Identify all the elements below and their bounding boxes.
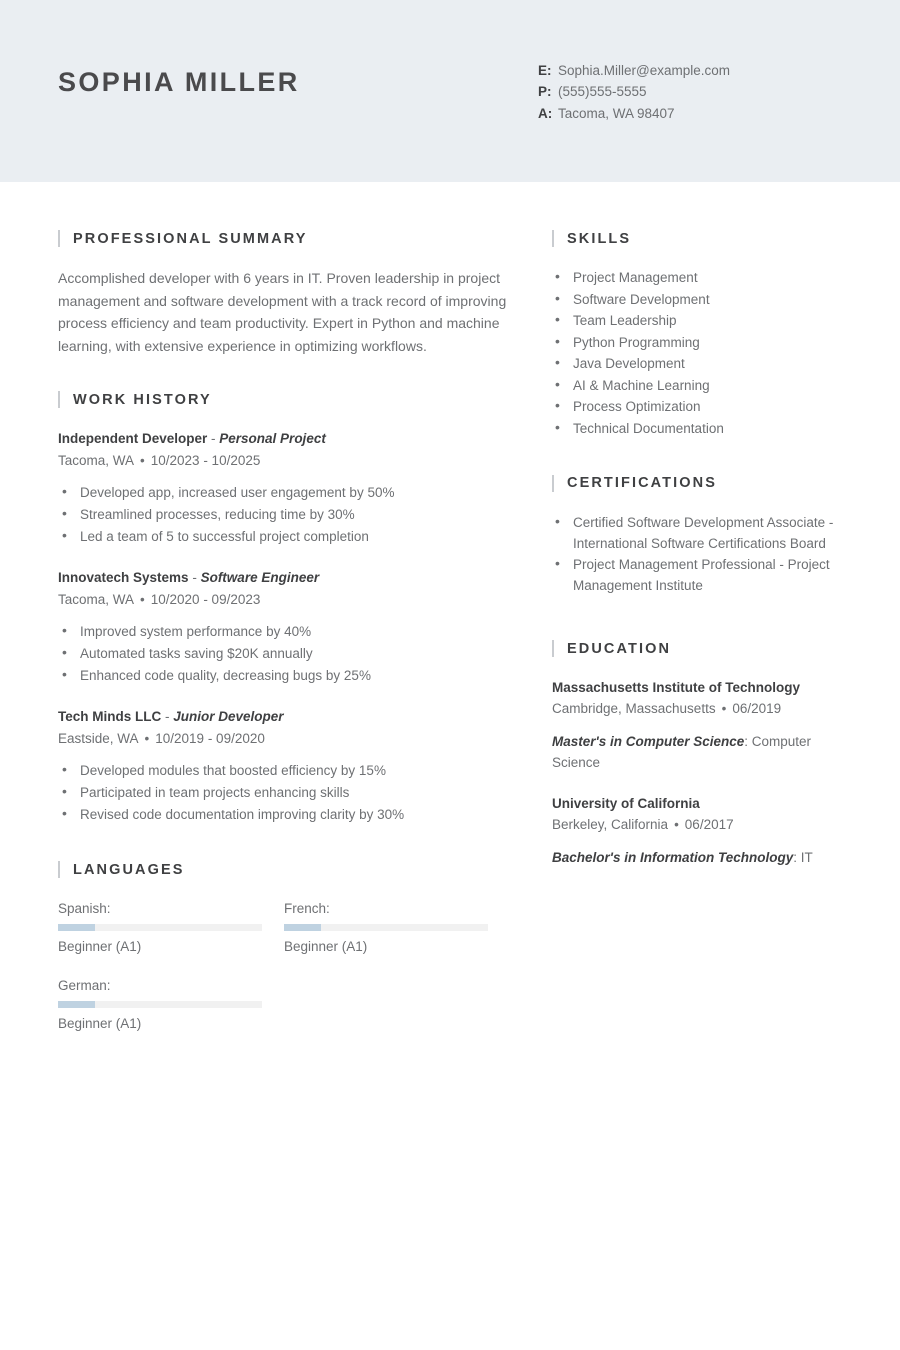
column-divider	[510, 230, 552, 1086]
education-meta	[552, 814, 842, 835]
right-column	[552, 230, 842, 1086]
job-bullet: • Enhanced code quality, decreasing bugs by 25%	[58, 665, 510, 686]
job-dates: 10/2020 - 09/2023	[150, 592, 261, 607]
work-history-list	[58, 428, 510, 825]
work-history-entry	[58, 428, 510, 547]
skill-item: • Project Management	[552, 267, 842, 288]
email-label: E:	[538, 62, 552, 78]
contact-row-phone	[538, 82, 842, 103]
bullet-separator-icon: •	[140, 592, 145, 607]
language-item	[58, 975, 284, 1034]
job-dates: 10/2023 - 10/2025	[150, 453, 261, 468]
language-name: French:	[284, 901, 330, 916]
bullet-separator-icon: •	[144, 731, 150, 746]
job-bullet: • Participated in team projects enhancing skills	[58, 782, 510, 803]
job-bullet: • Developed modules that boosted efficiency by 15%	[58, 760, 510, 781]
bullet-separator-icon: •	[721, 701, 727, 716]
accent-bar-icon	[552, 640, 554, 657]
section-heading	[552, 475, 842, 492]
job-company: Independent Developer	[58, 431, 208, 446]
section-title-skills: SKILLS	[567, 230, 632, 247]
section-title-education: EDUCATION	[567, 640, 672, 657]
section-title-certifications: CERTIFICATIONS	[567, 475, 717, 491]
section-education	[552, 640, 842, 868]
name-block	[58, 57, 538, 98]
job-bullet-list	[58, 621, 510, 686]
bullet-separator-icon: •	[674, 817, 679, 832]
language-level: Beginner (A1)	[58, 939, 142, 954]
job-bullet: • Led a team of 5 to successful project completion	[58, 526, 510, 547]
summary-text: Accomplished developer with 6 years in IT. Proven leadership in project management and software development with a track record of improving process efficiency and team productivity. Expert in Python and machine learning, with extensive experience in optimizing workflows.	[58, 270, 507, 354]
education-date: 06/2019	[732, 701, 782, 716]
job-company: Innovatech Systems	[58, 570, 189, 585]
education-degree-detail: : Computer Science	[552, 734, 812, 770]
language-proficiency-fill	[58, 1001, 95, 1008]
contact-row-address	[538, 104, 842, 125]
job-role: Junior Developer	[173, 709, 284, 724]
education-degree: Bachelor's in Information Technology	[552, 850, 794, 865]
section-heading	[552, 230, 842, 247]
certification-item: • Certified Software Development Associate - International Software Certifications Board	[552, 512, 842, 554]
language-proficiency-bar	[284, 924, 488, 931]
job-bullet: • Streamlined processes, reducing time by 30%	[58, 504, 510, 525]
section-title-work-history: WORK HISTORY	[73, 391, 212, 408]
certifications-list	[552, 512, 842, 597]
job-location: Eastside, WA	[58, 731, 139, 746]
education-location: Cambridge, Massachusetts	[552, 701, 716, 716]
phone-label: P:	[538, 84, 552, 100]
section-title-languages: LANGUAGES	[73, 861, 185, 878]
education-date: 06/2017	[684, 817, 734, 832]
education-list	[552, 677, 842, 868]
accent-bar-icon	[58, 230, 60, 247]
section-heading	[58, 861, 510, 878]
job-company: Tech Minds LLC	[58, 709, 162, 724]
education-entry	[552, 677, 842, 773]
job-separator: -	[161, 709, 174, 724]
job-meta	[58, 589, 510, 610]
left-column	[58, 230, 510, 1086]
job-location: Tacoma, WA	[58, 592, 135, 607]
job-title-line	[58, 428, 510, 449]
resume-body	[0, 182, 900, 1086]
address-value: Tacoma, WA 98407	[558, 105, 675, 121]
certification-item: • Project Management Professional - Project Management Institute	[552, 554, 842, 596]
language-item	[58, 898, 284, 957]
skills-list	[552, 267, 842, 439]
job-bullet: • Improved system performance by 40%	[58, 621, 510, 642]
job-role: Software Engineer	[200, 570, 320, 585]
section-skills	[552, 230, 842, 439]
accent-bar-icon	[552, 475, 554, 492]
job-title-line	[58, 567, 510, 588]
contact-row-email	[538, 61, 842, 82]
section-professional-summary	[58, 230, 510, 357]
section-languages	[58, 861, 510, 1052]
education-degree-line	[552, 847, 842, 868]
education-location: Berkeley, California	[552, 817, 669, 832]
contact-info-block	[538, 57, 842, 126]
job-bullet: • Revised code documentation improving clarity by 30%	[58, 804, 510, 825]
bullet-separator-icon: •	[140, 453, 145, 468]
section-heading	[552, 640, 842, 657]
language-proficiency-bar	[58, 924, 262, 931]
job-meta	[58, 450, 510, 471]
job-dates: 10/2019 - 09/2020	[155, 731, 265, 746]
education-degree-line	[552, 731, 842, 773]
skill-item: • Technical Documentation	[552, 418, 842, 439]
resume-header	[0, 0, 900, 182]
skill-item: • Python Programming	[552, 332, 842, 353]
skill-item: • Process Optimization	[552, 396, 842, 417]
skill-item: • Team Leadership	[552, 310, 842, 331]
education-degree-detail: : IT	[793, 850, 813, 865]
skill-item: • Software Development	[552, 289, 842, 310]
address-label: A:	[538, 105, 553, 121]
language-level: Beginner (A1)	[284, 939, 368, 954]
accent-bar-icon	[552, 230, 554, 247]
job-bullet: • Developed app, increased user engagement by 50%	[58, 482, 510, 503]
language-name: Spanish:	[58, 901, 111, 916]
job-separator: -	[188, 570, 201, 585]
skill-item: • Java Development	[552, 353, 842, 374]
education-school: Massachusetts Institute of Technology	[552, 680, 801, 695]
section-work-history	[58, 391, 510, 825]
education-entry	[552, 793, 842, 868]
accent-bar-icon	[58, 391, 60, 408]
languages-list	[58, 898, 510, 1052]
language-proficiency-fill	[58, 924, 95, 931]
job-role: Personal Project	[219, 431, 326, 446]
job-bullet-list	[58, 760, 510, 825]
education-degree: Master's in Computer Science	[552, 734, 745, 749]
education-meta	[552, 698, 842, 719]
skill-item: • AI & Machine Learning	[552, 375, 842, 396]
job-meta	[58, 728, 510, 749]
job-separator: -	[207, 431, 220, 446]
language-proficiency-fill	[284, 924, 321, 931]
section-heading	[58, 391, 510, 408]
language-name: German:	[58, 978, 111, 993]
work-history-entry	[58, 706, 510, 825]
section-certifications	[552, 475, 842, 597]
accent-bar-icon	[58, 861, 60, 878]
work-history-entry	[58, 567, 510, 686]
phone-value[interactable]: (555)555-5555	[558, 84, 647, 100]
job-location: Tacoma, WA	[58, 453, 135, 468]
job-title-line	[58, 706, 510, 727]
language-level: Beginner (A1)	[58, 1016, 142, 1031]
language-item	[284, 898, 510, 957]
section-heading	[58, 230, 510, 247]
job-bullet-list	[58, 482, 510, 547]
section-title-summary: PROFESSIONAL SUMMARY	[73, 230, 308, 247]
email-value[interactable]: Sophia.Miller@example.com	[558, 62, 731, 78]
page-title: SOPHIA MILLER	[58, 66, 300, 97]
job-bullet: • Automated tasks saving $20K annually	[58, 643, 510, 664]
education-school: University of California	[552, 796, 700, 811]
language-proficiency-bar	[58, 1001, 262, 1008]
